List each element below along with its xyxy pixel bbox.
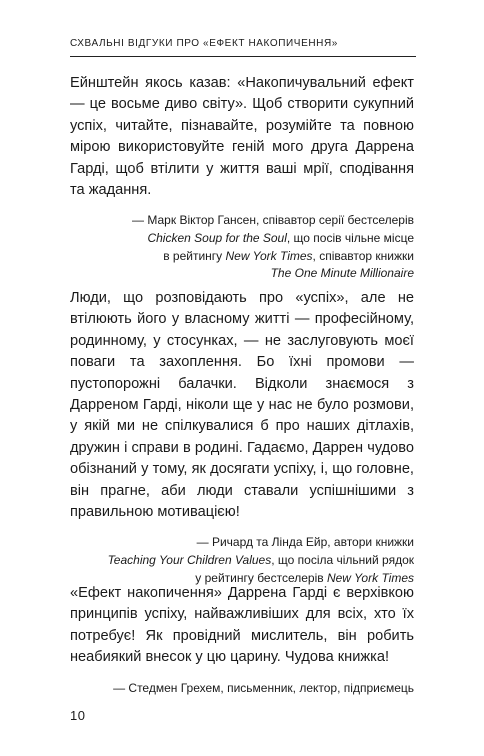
endorsement-quote	[70, 583, 414, 697]
attribution-line	[70, 248, 414, 266]
attribution-line	[70, 230, 414, 248]
attribution-text: у рейтингу бестселерів	[195, 570, 327, 585]
quote-attribution	[70, 534, 414, 587]
header-rule	[70, 56, 416, 57]
attribution-line	[70, 552, 414, 570]
publication-title: New York Times	[326, 570, 414, 585]
quote-text: «Ефект накопичення» Даррена Гарді є верхівкою принципів успіху, найважливіших для всіх, хто їх потребує! Як провідний мислитель, він робить неабиякий внесок у цю царину. Чудова книжка!	[70, 585, 414, 666]
attribution-line: — Марк Віктор Гансен, співавтор серії бестселерів	[132, 213, 414, 228]
attribution-text: , співавтор книжки	[312, 248, 414, 263]
endorsement-quote	[70, 288, 414, 587]
attribution-line: — Ричард та Лінда Ейр, автори книжки	[196, 535, 414, 550]
quote-text: Ейнштейн якось казав: «Накопичувальний ефект — це восьме диво світу». Щоб створити сукупний успіх, читайте, пізнавайте, розумійте та повною мірою використовуйте геній мого друга Даррена Гарді, щоб втілити у життя ваші мрії, сподівання та жадання.	[70, 75, 414, 199]
page-number: 10	[70, 708, 86, 723]
book-title: Teaching Your Children Values	[107, 553, 272, 568]
quote-attribution	[70, 680, 414, 698]
running-header: СХВАЛЬНІ ВІДГУКИ ПРО «ЕФЕКТ НАКОПИЧЕННЯ»	[70, 38, 338, 49]
attribution-text: , що посів чільне місце	[286, 231, 414, 246]
quote-attribution	[70, 212, 414, 282]
endorsement-quote	[70, 73, 414, 283]
book-title: Chicken Soup for the Soul	[147, 231, 287, 246]
publication-title: New York Times	[225, 248, 313, 263]
quote-text: Люди, що розповідають про «успіх», але не втілюють його у власному житті — професійному, родинному, у стосунках, — не заслуговують моєї поваги та захоплення. Бо їхні промови — пустопорожні балачки. Відколи знаємося з Дарреном Гарді, ніколи ще у нас не було розмови, у якій ми не спілкувалися б про наших дітлахів, дружин і справи в родині. Гадаємо, Даррен чудово обізнаний у тому, як досягати успіху, і, що головне, він прагне, аби люди ставали успішнішими з правильною мотивацією!	[70, 290, 414, 521]
attribution-line: The One Minute Millionaire	[270, 266, 414, 281]
attribution-text: , що посіла чільний рядок	[271, 553, 414, 568]
attribution-line: — Стедмен Грехем, письменник, лектор, підприємець	[113, 680, 414, 695]
attribution-text: в рейтингу	[163, 248, 226, 263]
